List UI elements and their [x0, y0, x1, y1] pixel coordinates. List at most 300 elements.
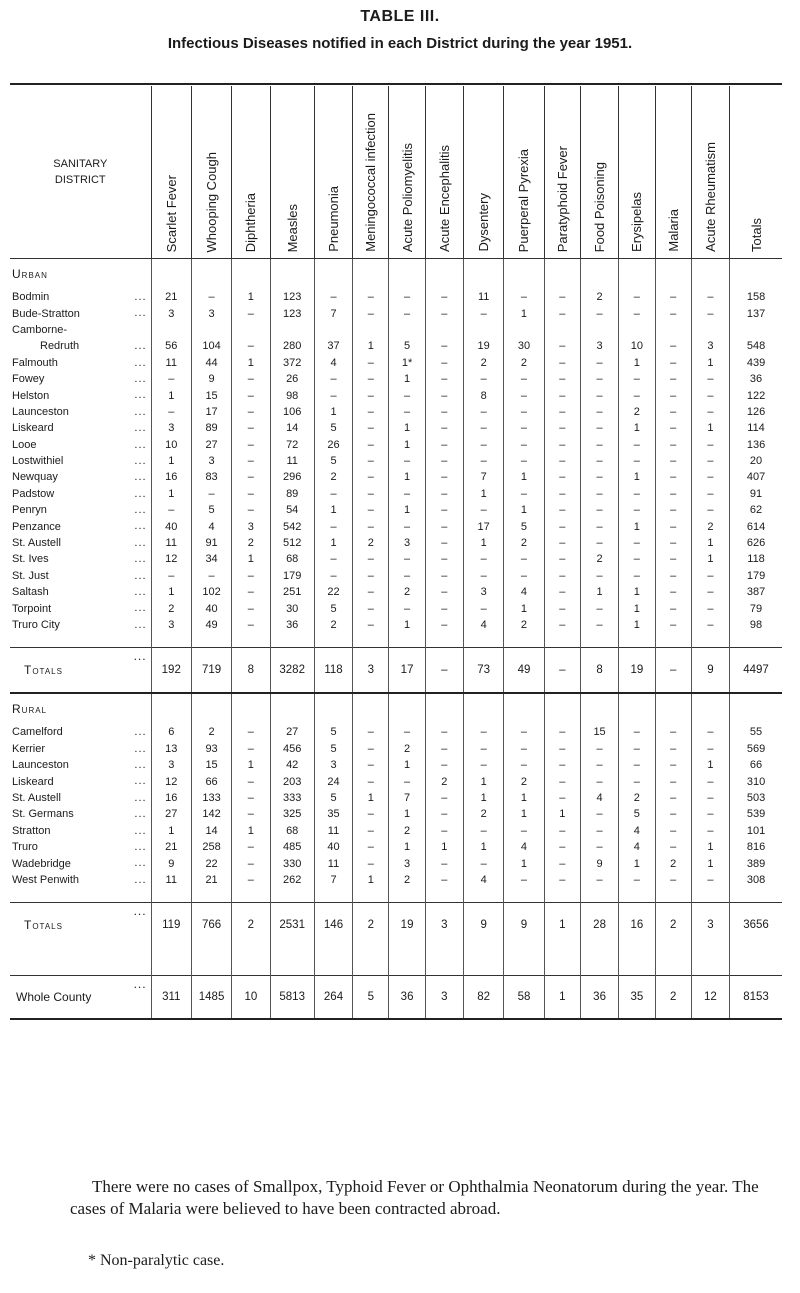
value-cell: – [314, 486, 352, 502]
empty-cell [730, 947, 782, 976]
value-cell: – [691, 806, 729, 822]
value-cell: 91 [730, 486, 782, 502]
value-cell: 4 [464, 617, 504, 633]
value-cell: – [504, 437, 544, 453]
district-name [10, 839, 151, 855]
district-label: Lostwithiel [12, 455, 64, 468]
value-cell: 8153 [730, 976, 782, 1020]
value-cell: – [655, 404, 691, 420]
leader-dots: ... [134, 775, 147, 788]
value-cell: – [691, 872, 729, 888]
leader-dots: ... [134, 602, 147, 615]
value-cell: 1 [619, 600, 655, 616]
district-label: Liskeard [12, 422, 54, 435]
column-header-label: Puerperal Pyrexia [516, 148, 532, 252]
district-name [10, 568, 151, 584]
value-cell: 44 [191, 355, 231, 371]
table-row [10, 322, 782, 338]
value-cell: – [232, 305, 270, 321]
value-cell: – [425, 453, 463, 469]
value-cell: – [580, 437, 618, 453]
value-cell: – [655, 355, 691, 371]
column-header [151, 86, 191, 259]
value-cell: – [544, 773, 580, 789]
value-cell: – [353, 617, 389, 633]
value-cell: – [544, 584, 580, 600]
empty-cell [504, 694, 544, 724]
value-cell: 158 [730, 289, 782, 305]
empty-cell [504, 633, 544, 648]
table-row [10, 453, 782, 469]
value-cell [425, 322, 463, 338]
value-cell: 3 [353, 648, 389, 694]
value-cell: 325 [270, 806, 314, 822]
value-cell: – [544, 648, 580, 694]
value-cell: – [425, 469, 463, 485]
value-cell: – [232, 502, 270, 518]
leader-dots: ... [134, 758, 147, 771]
value-cell: – [544, 518, 580, 534]
value-cell: 4 [191, 518, 231, 534]
section-label: Rural [12, 702, 48, 717]
value-cell: 118 [314, 648, 352, 694]
value-cell [151, 322, 191, 338]
value-cell: – [232, 724, 270, 740]
value-cell: – [691, 741, 729, 757]
value-cell: – [232, 371, 270, 387]
value-cell: – [580, 839, 618, 855]
leader-dots: ... [134, 471, 147, 484]
value-cell: 68 [270, 551, 314, 567]
value-cell: 2 [464, 806, 504, 822]
empty-cell [353, 633, 389, 648]
value-cell: – [619, 724, 655, 740]
leader-dots: ... [134, 808, 147, 821]
table-row [10, 855, 782, 871]
value-cell: 1 [691, 535, 729, 551]
leader-dots: ... [134, 340, 147, 353]
value-cell: 1 [389, 617, 425, 633]
value-cell [191, 322, 231, 338]
table-row [10, 757, 782, 773]
value-cell: 2 [389, 584, 425, 600]
leader-dots: ... [134, 291, 147, 303]
leader-dots: ... [134, 405, 147, 418]
district-name [10, 872, 151, 888]
table-row [10, 437, 782, 453]
value-cell: 5 [314, 453, 352, 469]
value-cell: 82 [464, 976, 504, 1020]
leader-dots: ... [133, 649, 147, 664]
value-cell: 2 [353, 903, 389, 948]
value-cell: 1 [425, 839, 463, 855]
value-cell [580, 322, 618, 338]
value-cell: – [314, 387, 352, 403]
value-cell: – [655, 437, 691, 453]
value-cell: 1 [619, 469, 655, 485]
value-cell: 30 [270, 600, 314, 616]
value-cell: 21 [191, 872, 231, 888]
value-cell: 5 [314, 790, 352, 806]
value-cell: 3 [389, 535, 425, 551]
value-cell: 203 [270, 773, 314, 789]
empty-cell [270, 947, 314, 976]
leader-dots: ... [134, 356, 147, 369]
district-label: Helston [12, 389, 50, 402]
value-cell: 372 [270, 355, 314, 371]
value-cell: 2 [464, 355, 504, 371]
value-cell: – [425, 872, 463, 888]
value-cell [730, 322, 782, 338]
value-cell: – [544, 535, 580, 551]
value-cell: 2 [655, 903, 691, 948]
value-cell: – [464, 453, 504, 469]
empty-cell [544, 694, 580, 724]
value-cell: 102 [191, 584, 231, 600]
table-row [10, 535, 782, 551]
empty-cell [691, 888, 729, 903]
value-cell: – [425, 617, 463, 633]
value-cell: 7 [314, 872, 352, 888]
value-cell: – [655, 289, 691, 305]
value-cell: – [425, 387, 463, 403]
value-cell: – [655, 387, 691, 403]
value-cell: 5 [353, 976, 389, 1020]
district-name [10, 823, 151, 839]
value-cell: – [389, 600, 425, 616]
value-cell: 1 [691, 420, 729, 436]
value-cell: 1 [464, 839, 504, 855]
district-label: St. Just [12, 569, 49, 582]
value-cell: 11 [314, 823, 352, 839]
value-cell: 1 [314, 502, 352, 518]
column-header [619, 86, 655, 259]
empty-cell [191, 694, 231, 724]
value-cell: 133 [191, 790, 231, 806]
value-cell: – [353, 289, 389, 305]
value-cell: – [655, 600, 691, 616]
value-cell: – [655, 724, 691, 740]
empty-cell [151, 888, 191, 903]
district-label: Padstow [12, 487, 55, 500]
value-cell: – [353, 568, 389, 584]
value-cell: 7 [464, 469, 504, 485]
value-cell: – [504, 371, 544, 387]
column-header-label: Meningococcal infection [363, 113, 379, 252]
value-cell: 12 [151, 773, 191, 789]
district-name [10, 724, 151, 740]
value-cell: 17 [389, 648, 425, 694]
value-cell: – [504, 453, 544, 469]
value-cell: 2 [619, 404, 655, 420]
value-cell: – [425, 518, 463, 534]
value-cell: 19 [464, 338, 504, 354]
empty-cell [191, 888, 231, 903]
table-row [10, 790, 782, 806]
column-header-label: Malaria [665, 209, 681, 252]
value-cell: – [580, 617, 618, 633]
value-cell: 16 [619, 903, 655, 948]
value-cell: – [151, 404, 191, 420]
value-cell: – [425, 600, 463, 616]
value-cell: 4 [580, 790, 618, 806]
value-cell: 1 [691, 839, 729, 855]
empty-cell [580, 947, 618, 976]
empty-cell [691, 1019, 729, 1020]
empty-cell [691, 633, 729, 648]
value-cell: 1 [504, 790, 544, 806]
value-cell: – [425, 502, 463, 518]
value-cell: – [619, 371, 655, 387]
column-header [464, 86, 504, 259]
value-cell: 9 [580, 855, 618, 871]
empty-cell [464, 259, 504, 290]
empty-cell [504, 888, 544, 903]
value-cell: 118 [730, 551, 782, 567]
district-name [10, 773, 151, 789]
empty-cell [580, 888, 618, 903]
value-cell: 17 [464, 518, 504, 534]
value-cell: – [425, 289, 463, 305]
value-cell: – [232, 806, 270, 822]
value-cell: – [619, 502, 655, 518]
value-cell: – [504, 568, 544, 584]
value-cell: – [232, 469, 270, 485]
value-cell: – [464, 741, 504, 757]
value-cell: – [232, 855, 270, 871]
empty-cell [730, 633, 782, 648]
district-name [10, 469, 151, 485]
spacer-row [10, 947, 782, 976]
value-cell: – [464, 420, 504, 436]
column-header [544, 86, 580, 259]
table-row [10, 355, 782, 371]
value-cell: 179 [730, 568, 782, 584]
value-cell: – [544, 486, 580, 502]
value-cell: 2 [353, 535, 389, 551]
table-row [10, 600, 782, 616]
value-cell: – [544, 855, 580, 871]
value-cell: 1 [151, 486, 191, 502]
value-cell: 1* [389, 355, 425, 371]
value-cell: – [619, 305, 655, 321]
value-cell: – [353, 355, 389, 371]
value-cell: – [353, 551, 389, 567]
value-cell: 1 [691, 355, 729, 371]
empty-cell [191, 1019, 231, 1020]
value-cell: – [191, 486, 231, 502]
column-header [232, 86, 270, 259]
district-name [10, 338, 151, 354]
empty-cell [151, 947, 191, 976]
value-cell [464, 322, 504, 338]
value-cell: 123 [270, 289, 314, 305]
value-cell: – [389, 387, 425, 403]
value-cell: 2 [425, 773, 463, 789]
district-label: Bude-Stratton [12, 307, 80, 320]
value-cell: 98 [270, 387, 314, 403]
value-cell: – [504, 872, 544, 888]
empty-cell [691, 947, 729, 976]
column-header [730, 86, 782, 259]
value-cell: 26 [270, 371, 314, 387]
empty-cell [270, 633, 314, 648]
value-cell: 35 [619, 976, 655, 1020]
value-cell: – [544, 724, 580, 740]
value-cell: – [353, 741, 389, 757]
value-cell: 36 [389, 976, 425, 1020]
value-cell: 2 [691, 518, 729, 534]
district-name [10, 806, 151, 822]
value-cell: – [425, 823, 463, 839]
value-cell: – [619, 568, 655, 584]
value-cell: 36 [730, 371, 782, 387]
column-header [353, 86, 389, 259]
value-cell: 311 [151, 976, 191, 1020]
value-cell: 3 [580, 338, 618, 354]
value-cell: 456 [270, 741, 314, 757]
table-row [10, 502, 782, 518]
value-cell: – [232, 872, 270, 888]
value-cell: – [544, 617, 580, 633]
header-district-word: DISTRICT [54, 174, 106, 186]
value-cell: – [691, 600, 729, 616]
value-cell: 251 [270, 584, 314, 600]
value-cell: 55 [730, 724, 782, 740]
value-cell: 3 [232, 518, 270, 534]
value-cell: 9 [504, 903, 544, 948]
value-cell: 40 [151, 518, 191, 534]
value-cell: – [151, 371, 191, 387]
value-cell: 1 [464, 535, 504, 551]
empty-cell [270, 1019, 314, 1020]
value-cell: – [655, 551, 691, 567]
value-cell: – [580, 773, 618, 789]
value-cell: 5 [389, 338, 425, 354]
leader-dots: ... [134, 586, 147, 599]
value-cell: 1 [314, 535, 352, 551]
district-label: Truro City [12, 619, 60, 631]
value-cell: – [425, 855, 463, 871]
empty-cell [504, 947, 544, 976]
value-cell: – [580, 355, 618, 371]
value-cell: – [425, 724, 463, 740]
value-cell: 27 [151, 806, 191, 822]
column-header-label: Acute Rheumatism [702, 142, 718, 252]
value-cell: 4 [504, 584, 544, 600]
value-cell: 12 [691, 976, 729, 1020]
value-cell: 1 [691, 757, 729, 773]
table-row [10, 518, 782, 534]
value-cell: – [655, 305, 691, 321]
empty-cell [464, 888, 504, 903]
value-cell: – [504, 551, 544, 567]
value-cell: 83 [191, 469, 231, 485]
value-cell: 1 [389, 371, 425, 387]
value-cell: – [619, 437, 655, 453]
empty-cell [389, 1019, 425, 1020]
empty-cell [353, 259, 389, 290]
value-cell: – [232, 741, 270, 757]
value-cell: 5813 [270, 976, 314, 1020]
value-cell: 5 [619, 806, 655, 822]
value-cell: 548 [730, 338, 782, 354]
value-cell: 719 [191, 648, 231, 694]
value-cell: 2 [655, 855, 691, 871]
value-cell: – [314, 518, 352, 534]
value-cell: – [619, 872, 655, 888]
value-cell: – [580, 741, 618, 757]
column-header-label: Erysipelas [629, 192, 645, 252]
value-cell: – [504, 420, 544, 436]
value-cell: – [580, 387, 618, 403]
empty-cell [314, 888, 352, 903]
value-cell: – [353, 305, 389, 321]
spacer-row [10, 888, 782, 903]
district-label: Bodmin [12, 291, 50, 304]
value-cell: 122 [730, 387, 782, 403]
value-cell: 22 [191, 855, 231, 871]
value-cell: 72 [270, 437, 314, 453]
value-cell: 12 [151, 551, 191, 567]
value-cell: – [544, 371, 580, 387]
district-label: Camborne- [12, 323, 68, 336]
value-cell: – [580, 568, 618, 584]
value-cell: 1 [619, 584, 655, 600]
table-row [10, 872, 782, 888]
value-cell: 2 [151, 600, 191, 616]
column-header [504, 86, 544, 259]
leader-dots: ... [134, 454, 147, 467]
value-cell: – [655, 453, 691, 469]
value-cell: – [619, 773, 655, 789]
value-cell: – [389, 518, 425, 534]
value-cell: – [425, 648, 463, 694]
district-label: Launceston [12, 405, 69, 418]
value-cell: 1 [691, 551, 729, 567]
leader-dots: ... [134, 438, 147, 451]
value-cell [270, 322, 314, 338]
district-name [10, 584, 151, 600]
value-cell: – [425, 437, 463, 453]
value-cell: – [425, 806, 463, 822]
value-cell: 1 [151, 823, 191, 839]
empty-cell [10, 1019, 151, 1020]
header-district [10, 86, 151, 259]
district-label: Liskeard [12, 775, 54, 788]
empty-cell [10, 947, 151, 976]
value-cell: 137 [730, 305, 782, 321]
value-cell: 308 [730, 872, 782, 888]
value-cell: 21 [151, 289, 191, 305]
value-cell: 146 [314, 903, 352, 948]
disease-table [10, 86, 782, 1020]
value-cell: 11 [464, 289, 504, 305]
value-cell: 330 [270, 855, 314, 871]
value-cell: – [580, 371, 618, 387]
value-cell: 1 [464, 790, 504, 806]
column-header-label: Dysentery [476, 193, 492, 252]
value-cell: – [464, 568, 504, 584]
empty-cell [232, 633, 270, 648]
value-cell: – [544, 453, 580, 469]
value-cell: 310 [730, 773, 782, 789]
table-row [10, 420, 782, 436]
value-cell: 5 [191, 502, 231, 518]
value-cell: 54 [270, 502, 314, 518]
value-cell: 8 [232, 648, 270, 694]
column-header [655, 86, 691, 259]
